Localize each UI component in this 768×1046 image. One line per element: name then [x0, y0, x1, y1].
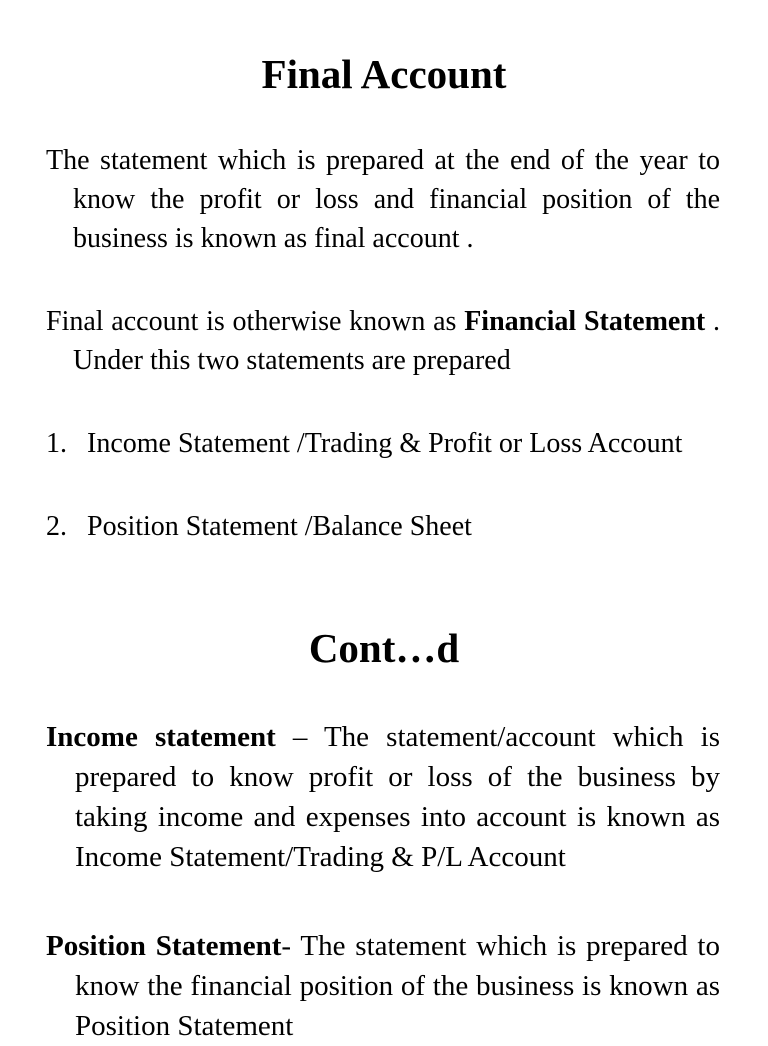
- paragraph-text: – The statement/account which is prepared to know profit or loss of the business by taking income and expenses into account is known as Income Statement/Trading & P/L Account: [75, 721, 720, 873]
- bold-term: Financial Statement: [464, 306, 706, 337]
- list-text: Income Statement /Trading & Profit or Loss Account: [87, 428, 683, 459]
- financial-statement-paragraph: [46, 302, 720, 380]
- list-text: Position Statement /Balance Sheet: [87, 511, 472, 542]
- paragraph-text: - The statement which is prepared to know the financial position of the business is known as Position Statement: [75, 930, 720, 1042]
- list-item: [46, 424, 720, 463]
- paragraph-text: . Under this two statements are prepared: [73, 306, 720, 376]
- definition-paragraph: The statement which is prepared at the end of the year to know the profit or loss and financial position of the business is known as final account .: [46, 145, 720, 254]
- slide-contd: [0, 580, 768, 1042]
- bold-term: Income statement: [46, 721, 276, 753]
- income-statement-paragraph: [46, 717, 720, 877]
- slide-title: Final Account: [261, 51, 507, 97]
- position-statement-paragraph: [46, 926, 720, 1046]
- bold-term: Position Statement: [46, 930, 282, 962]
- slide-title: Cont…d: [308, 625, 460, 671]
- paragraph-text: Final account is otherwise known as: [46, 306, 465, 337]
- list-number: 2.: [46, 511, 67, 542]
- list-number: 1.: [46, 428, 67, 459]
- list-item: [46, 507, 720, 546]
